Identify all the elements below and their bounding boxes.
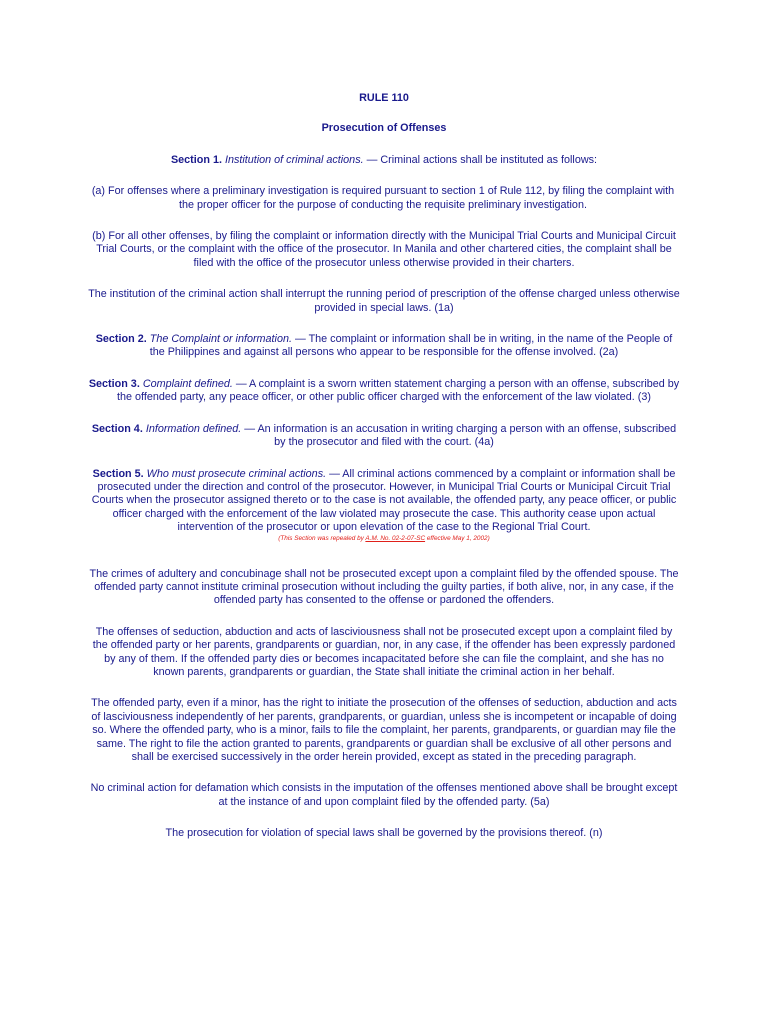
paragraph-seduction: The offenses of seduction, abduction and acts of lasciviousness shall not be prosecuted except upon a complaint filed by the offended party or her parents, grandparents or guardian, nor, in any case, if the offender has been expressly pardoned by any of them. If the offended party dies or becomes incapacitated before she can file the complaint, and she has no known parents, grandparents or guardian, the State shall initiate the criminal action in her behalf. xyxy=(92,625,676,678)
section-2 xyxy=(88,333,680,360)
section-2-text: — The complaint or information shall be in writing, in the name of the People of the Philippines and against all persons who appear to be responsible for the offense involved. (2a) xyxy=(149,333,673,359)
section-4-text: — An information is an accusation in writing charging a person with an offense, subscribed by the prosecutor and filed with the court. (4a) xyxy=(241,422,677,449)
section-3-heading: Complaint defined. xyxy=(142,377,233,390)
section-2-heading: The Complaint or information. xyxy=(149,333,292,346)
section-5-label: Section 5. xyxy=(92,467,144,480)
section-3-text: — A complaint is a sworn written statement charging a person with an offense, subscribed by the offended party, any peace officer, or other public officer charged with the enforcement of the law violated. (3) xyxy=(117,377,680,404)
section-5-heading: Who must prosecute criminal actions. xyxy=(146,467,327,480)
section-4 xyxy=(88,423,680,450)
section-4-label: Section 4. xyxy=(91,422,143,435)
rule-subtitle: Prosecution of Offenses xyxy=(321,122,447,135)
section-2-label: Section 2. xyxy=(95,333,147,346)
repeal-note-link[interactable]: A.M. No. 02-2-07-SC xyxy=(365,534,426,542)
repeal-note-before: (This Section was repealed by xyxy=(278,534,366,542)
section-5 xyxy=(88,468,680,535)
section-5-text: — All criminal actions commenced by a complaint or information shall be prosecuted under the direction and control of the prosecutor. However, in Municipal Trial Courts or Municipal Circuit Trial Courts when the prosecutor assigned thereto or to the case is not available, the offended party, any peace officer, or public officer charged with the enforcement of the law violated may prosecute the case. This authority cease upon actual intervention of the prosecutor or upon elevation of the case to the Regional Trial Court. xyxy=(91,467,677,534)
paragraph-defamation: No criminal action for defamation which consists in the imputation of the offenses mentioned above shall be brought except at the instance of and upon complaint filed by the offended party. (5a) xyxy=(90,782,678,808)
section-1-label: Section 1. xyxy=(170,153,222,166)
paragraph-adultery: The crimes of adultery and concubinage shall not be prosecuted except upon a complaint filed by the offended spouse. The offended party cannot institute criminal prosecution without including the guilty parties, if both alive, nor, in any case, if the offended party has consented to the offense or pardoned the offenders. xyxy=(89,567,679,607)
rule-title: RULE 110 xyxy=(359,92,409,104)
section-1-closing: The institution of the criminal action shall interrupt the running period of prescription of the offense charged unless otherwise provided in special laws. (1a) xyxy=(88,288,680,314)
repeal-note xyxy=(88,535,680,543)
section-1-heading: Institution of criminal actions. xyxy=(224,153,364,166)
section-1-text: — Criminal actions shall be instituted as follows: xyxy=(363,153,598,166)
document-page xyxy=(88,92,680,841)
repeal-note-after: effective May 1, 2002) xyxy=(425,534,490,542)
section-1-item-a: (a) For offenses where a preliminary investigation is required pursuant to section 1 of Rule 112, by filing the complaint with the proper officer for the purpose of conducting the requisite preliminary investigation. xyxy=(91,185,675,211)
section-4-heading: Information defined. xyxy=(145,422,242,435)
section-1-intro xyxy=(88,154,680,167)
section-3 xyxy=(88,378,680,405)
paragraph-special-laws: The prosecution for violation of special laws shall be governed by the provisions thereof. (n) xyxy=(165,827,603,840)
section-3-label: Section 3. xyxy=(88,377,140,390)
section-1-item-b: (b) For all other offenses, by filing the complaint or information directly with the Municipal Trial Courts and Municipal Circuit Trial Courts, or the complaint with the office of the prosecutor. In Manila and other chartered cities, the complaint shall be filed with the office of the prosecutor unless otherwise provided in their charters. xyxy=(92,230,676,269)
paragraph-minor: The offended party, even if a minor, has the right to initiate the prosecution of the offenses of seduction, abduction and acts of lasciviousness independently of her parents, grandparents, or guardian, unless she is incompetent or incapable of doing so. Where the offended party, who is a minor, fails to file the complaint, her parents, grandparents, or guardian may file the same. The right to file the action granted to parents, grandparents or guardian shall be exclusive of all other persons and shall be exercised successively in the order herein provided, except as stated in the preceding paragraph. xyxy=(91,697,677,763)
